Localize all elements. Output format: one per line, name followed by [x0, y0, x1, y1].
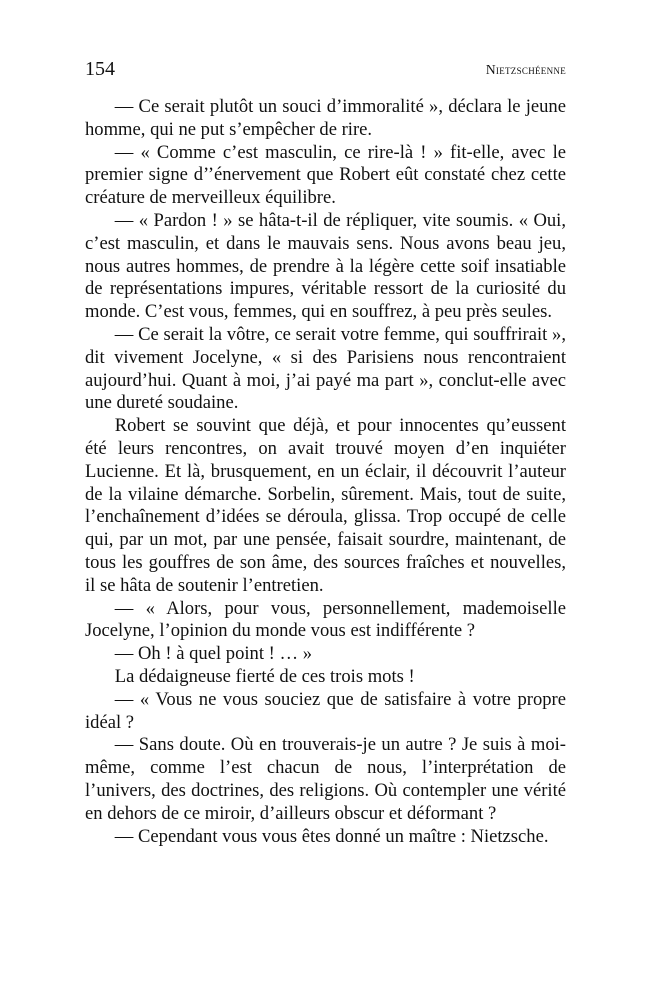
paragraph: — « Pardon ! » se hâta-t-il de répliquer, vite soumis. « Oui, c’est masculin, et dans le mauvais sens. Nous avons beau jeu, nous autres hommes, de prendre à la légère cette soif insatiable de représentations impures, véritable ressort de la curiosité du monde. C’est vous, femmes, qui en souffrez, à peu près seules.	[85, 209, 566, 323]
page-number: 154	[85, 58, 115, 80]
running-title: Nietzschéenne	[485, 62, 566, 77]
body-text	[85, 96, 566, 848]
paragraph: — « Vous ne vous souciez que de satisfaire à votre propre idéal ?	[85, 688, 566, 733]
paragraph: — Ce serait plutôt un souci d’immoralité », déclara le jeune homme, qui ne put s’empêcher de rire.	[85, 96, 566, 140]
book-page	[85, 56, 566, 848]
paragraph: La dédaigneuse fierté de ces trois mots !	[114, 665, 415, 687]
paragraph: — Ce serait la vôtre, ce serait votre femme, qui souffrirait », dit vivement Jocelyne, « si des Parisiens nous rencontraient aujourd’hui. Quant à moi, j’ai payé ma part », conclut-elle avec une dureté soudaine.	[85, 323, 566, 414]
paragraph: — Sans doute. Où en trouverais-je un autre ? Je suis à moi-même, comme l’est chacun de nous, l’interprétation de l’univers, des doctrines, des religions. Où contempler une vérité en dehors de ce miroir, d’ailleurs obscur et déformant ?	[85, 734, 566, 824]
paragraph: — Oh ! à quel point ! … »	[114, 643, 313, 665]
paragraph: — « Comme c’est masculin, ce rire-là ! » fit-elle, avec le premier signe d’’énervement que Robert eût constaté chez cette créature de merveilleux équilibre.	[85, 141, 566, 209]
paragraph: — Cependant vous vous êtes donné un maître : Nietzsche.	[114, 825, 549, 847]
running-head	[85, 56, 566, 86]
paragraph: — « Alors, pour vous, personnellement, mademoiselle Jocelyne, l’opinion du monde vous est indifférente ?	[85, 597, 566, 642]
paragraph: Robert se souvint que déjà, et pour innocentes qu’eussent été leurs rencontres, on avait trouvé moyen d’en inquiéter Lucienne. Et là, brusquement, en un éclair, il découvrit l’auteur de la vilaine démarche. Sorbelin, sûrement. Mais, tout de suite, l’enchaînement d’idées se déroula, glissa. Trop occupé de celle qui, par un mot, par une pensée, faisait sourdre, maintenant, de tous les gouffres de son âme, des sources fraîches et nouvelles, il se hâta de soutenir l’entretien.	[85, 415, 566, 596]
